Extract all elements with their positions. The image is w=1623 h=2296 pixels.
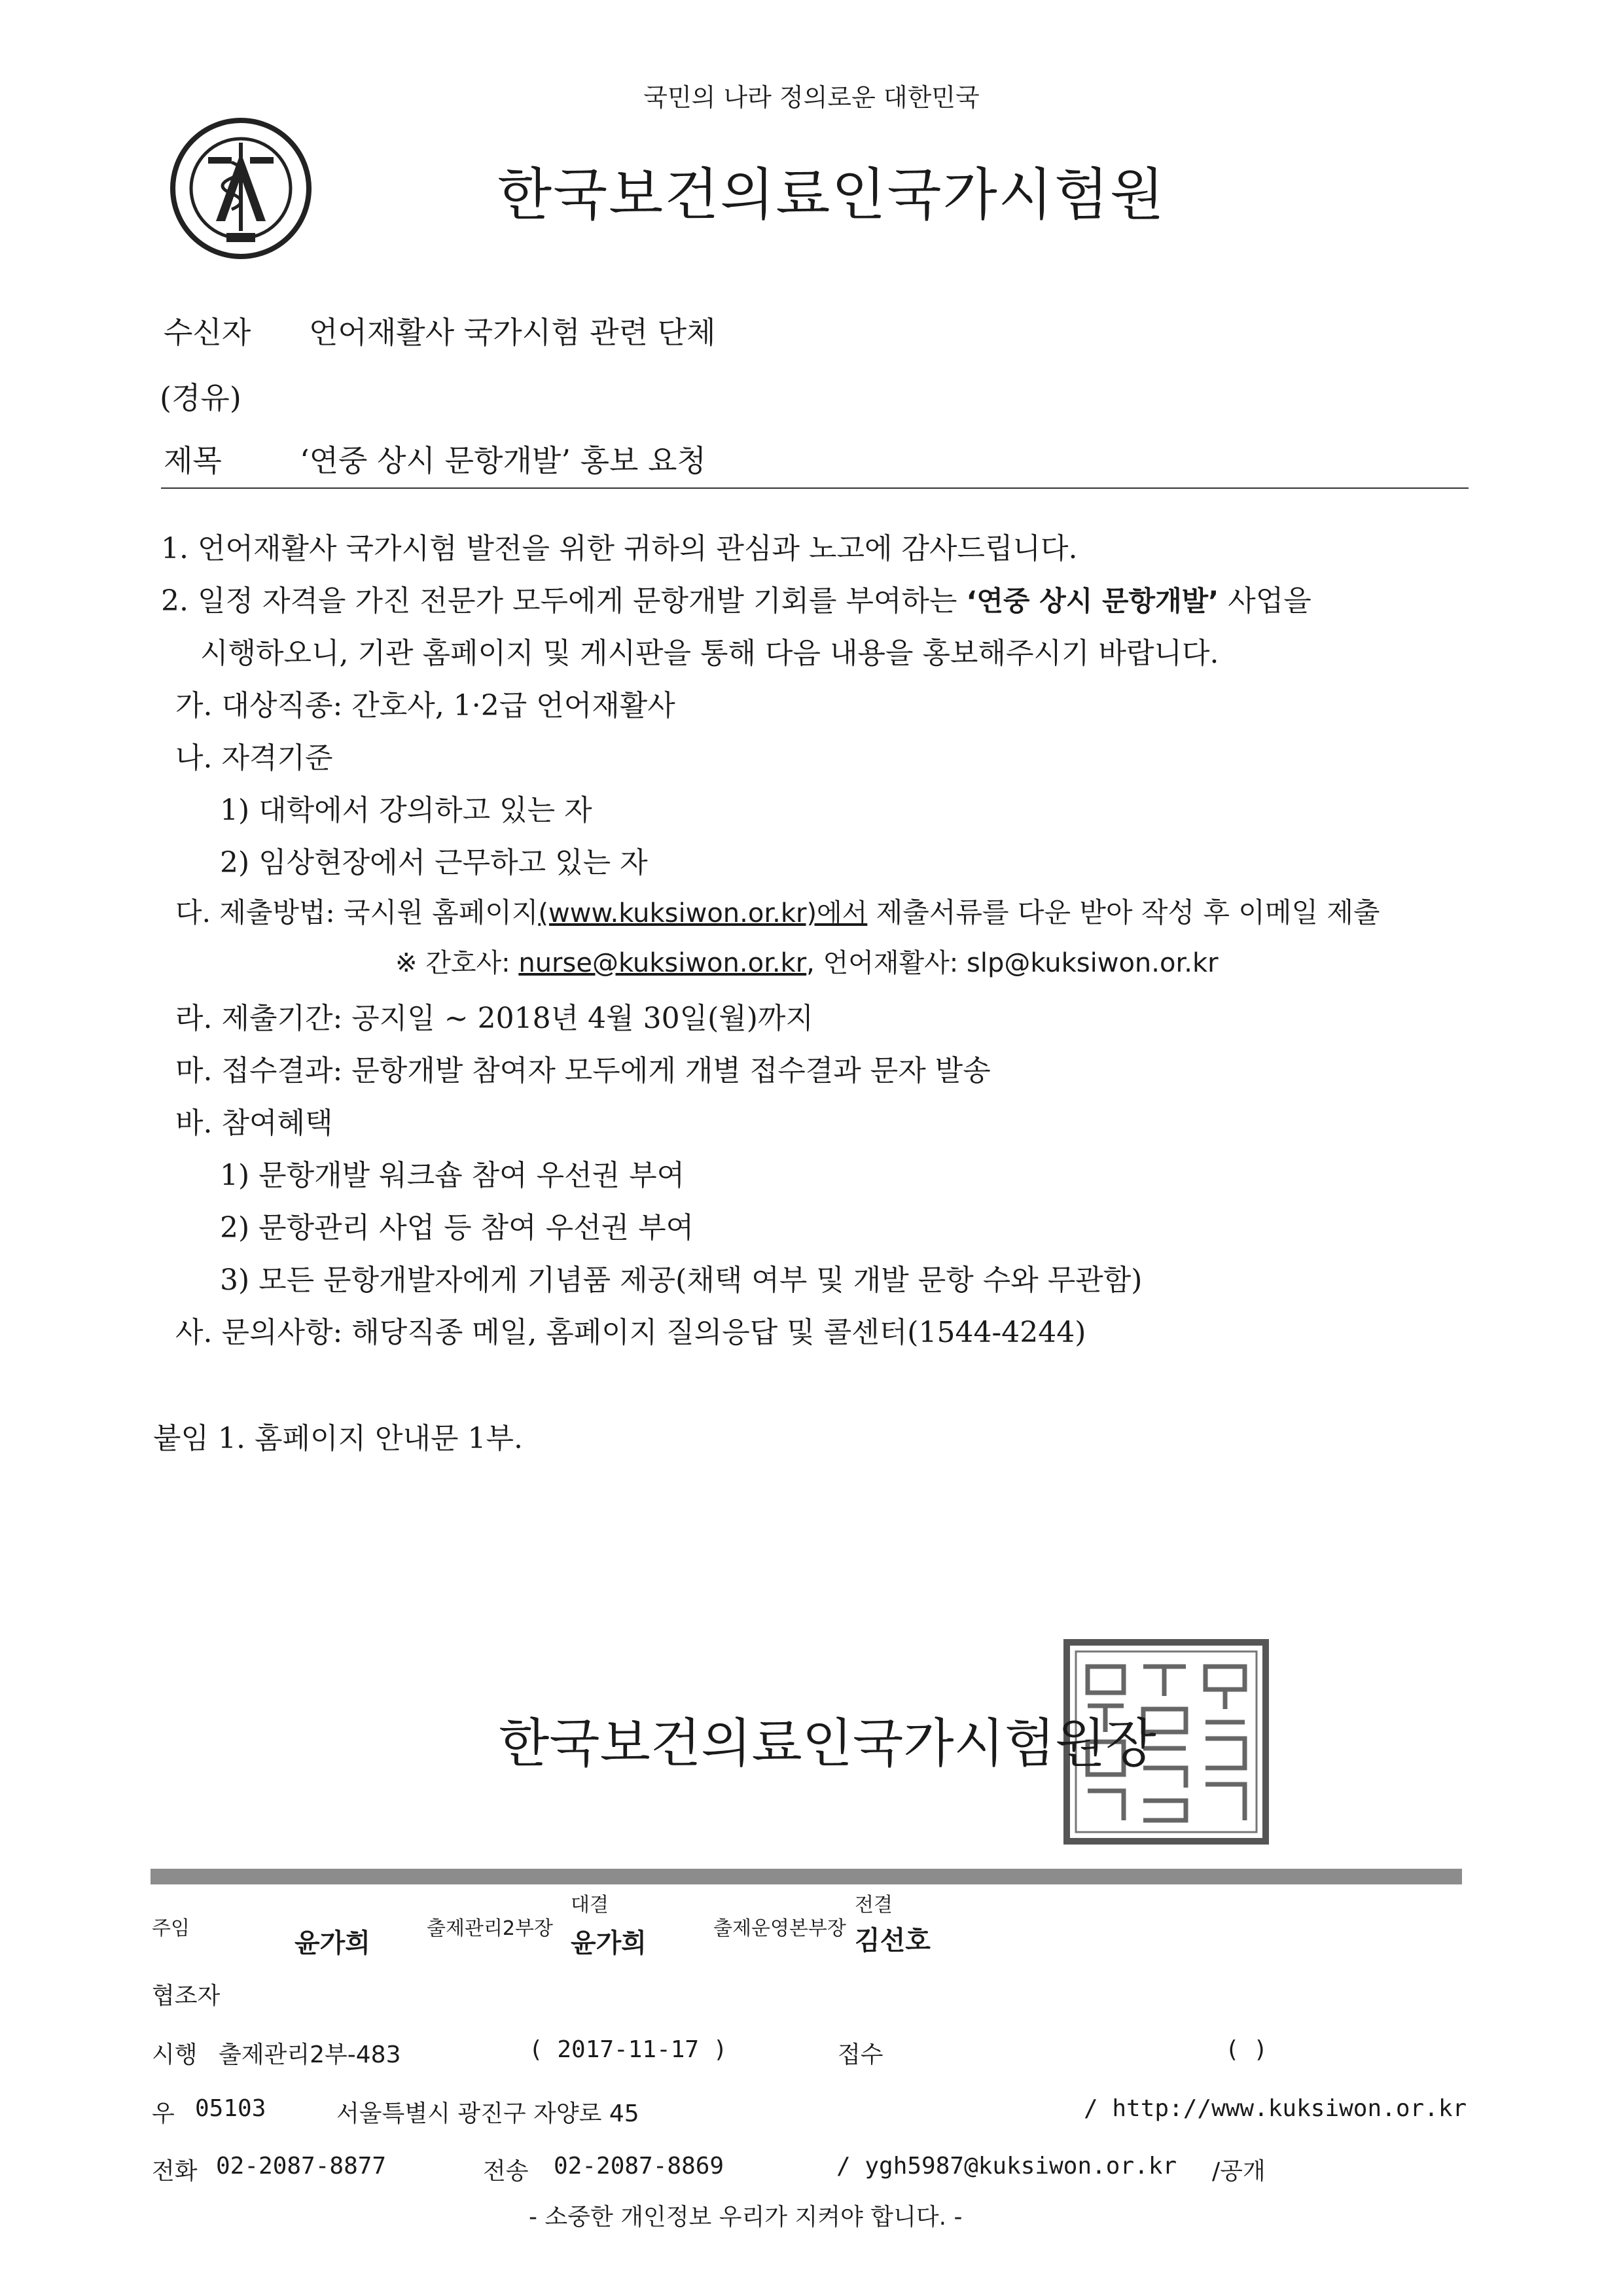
fax-number: 02-2087-8869 bbox=[554, 2153, 724, 2180]
subject-value: ‘연중 상시 문항개발’ 홍보 요청 bbox=[300, 443, 706, 478]
item-sa: 사. 문의사항: 해당직종 메일, 홈페이지 질의응답 및 콜센터(1544-4244) bbox=[175, 1316, 1086, 1349]
nurse-email-link[interactable]: nurse@kuksiwon.or.kr bbox=[518, 948, 807, 978]
privacy-notice: - 소중한 개인정보 우리가 지켜야 합니다. - bbox=[529, 2204, 963, 2231]
organization-title: 한국보건의료인국가시험원 bbox=[497, 162, 1166, 228]
subject-divider bbox=[161, 487, 1469, 489]
attachment: 붙임 1. 홈페이지 안내문 1부. bbox=[153, 1422, 523, 1455]
approver-tag: 전결 bbox=[855, 1894, 893, 1916]
email-note bbox=[395, 942, 1219, 980]
approver-name: 김선호 bbox=[855, 1926, 931, 1956]
issuer-signature: 한국보건의료인국가시험원장 bbox=[499, 1713, 1156, 1774]
contact-email[interactable]: / ygh5987@kuksiwon.or.kr bbox=[836, 2153, 1177, 2180]
body-item-2-end: 사업을 bbox=[1219, 584, 1311, 618]
item-ba: 바. 참여혜택 bbox=[175, 1106, 333, 1140]
recipient-label: 수신자 bbox=[164, 315, 251, 350]
body-item-2-text: 2. 일정 자격을 가진 전문가 모두에게 문항개발 기회를 부여하는 bbox=[161, 584, 967, 618]
item-ba-3: 3) 모든 문항개발자에게 기념품 제공(채택 여부 및 개발 문항 수와 무관함) bbox=[220, 1263, 1143, 1297]
slogan: 국민의 나라 정의로운 대한민국 bbox=[643, 83, 980, 112]
item-ba-2: 2) 문항관리 사업 등 참여 우선권 부여 bbox=[220, 1211, 694, 1245]
reviewer-label: 출제관리2부장 bbox=[427, 1917, 553, 1940]
reviewer-tag: 대결 bbox=[571, 1894, 609, 1916]
zip-label: 우 bbox=[152, 2100, 175, 2127]
exec-date: ( 2017-11-17 ) bbox=[529, 2036, 728, 2063]
item-ba-1: 1) 문항개발 워크숍 참여 우선권 부여 bbox=[220, 1159, 685, 1192]
item-da-text: 다. 제출방법: 국시원 홈페이지 bbox=[175, 896, 539, 928]
address: 서울특별시 광진구 자양로 45 bbox=[336, 2100, 639, 2127]
body-item-1: 1. 언어재활사 국가시험 발전을 위한 귀하의 관심과 노고에 감사드립니다. bbox=[161, 532, 1078, 565]
item-da-end: 제출서류를 다운 받아 작성 후 이메일 제출 bbox=[867, 896, 1380, 928]
receipt-label: 접수 bbox=[838, 2041, 883, 2068]
subject-label: 제목 bbox=[164, 443, 222, 478]
exec-number: 출제관리2부-483 bbox=[219, 2041, 401, 2068]
zip-code: 05103 bbox=[195, 2095, 266, 2122]
approver-label: 출제운영본부장 bbox=[713, 1917, 846, 1940]
disclosure-status: /공개 bbox=[1212, 2158, 1266, 2185]
body-item-2-highlight: ‘연중 상시 문항개발’ bbox=[966, 585, 1219, 617]
recipient-value: 언어재활사 국가시험 관련 단체 bbox=[309, 315, 716, 350]
drafter-name: 윤가희 bbox=[294, 1928, 370, 1958]
slp-email: , 언어재활사: slp@kuksiwon.or.kr bbox=[806, 948, 1219, 978]
exec-label: 시행 bbox=[152, 2041, 198, 2068]
cooperator-label: 협조자 bbox=[152, 1983, 221, 2009]
drafter-label: 주임 bbox=[152, 1917, 190, 1940]
item-na: 나. 자격기준 bbox=[175, 741, 333, 775]
item-ra: 라. 제출기간: 공지일 ~ 2018년 4월 30일(월)까지 bbox=[175, 1002, 813, 1035]
homepage-link[interactable]: (www.kuksiwon.or.kr)에서 bbox=[538, 898, 868, 928]
fax-label: 전송 bbox=[483, 2158, 529, 2185]
reviewer-name: 윤가희 bbox=[571, 1928, 647, 1958]
item-ma: 마. 접수결과: 문항개발 참여자 모두에게 개별 접수결과 문자 발송 bbox=[175, 1054, 991, 1087]
email-note-label: ※ 간호사: bbox=[395, 948, 519, 978]
tel-label: 전화 bbox=[152, 2158, 198, 2185]
tel-number: 02-2087-8877 bbox=[216, 2153, 387, 2180]
body-item-2 bbox=[161, 577, 1311, 619]
receipt-field: ( ) bbox=[1225, 2036, 1268, 2063]
approval-divider bbox=[151, 1869, 1462, 1884]
item-da bbox=[175, 891, 1380, 930]
item-na-2: 2) 임상현장에서 근무하고 있는 자 bbox=[220, 846, 648, 879]
homepage-url[interactable]: / http://www.kuksiwon.or.kr bbox=[1084, 2095, 1467, 2122]
institute-emblem-icon bbox=[169, 116, 313, 260]
item-ga: 가. 대상직종: 간호사, 1·2급 언어재활사 bbox=[175, 689, 675, 722]
via-label: (경유) bbox=[160, 380, 241, 415]
body-item-2-continued: 시행하오니, 기관 홈페이지 및 게시판을 통해 다음 내용을 홍보해주시기 바랍니다. bbox=[200, 637, 1219, 670]
item-na-1: 1) 대학에서 강의하고 있는 자 bbox=[220, 794, 592, 827]
